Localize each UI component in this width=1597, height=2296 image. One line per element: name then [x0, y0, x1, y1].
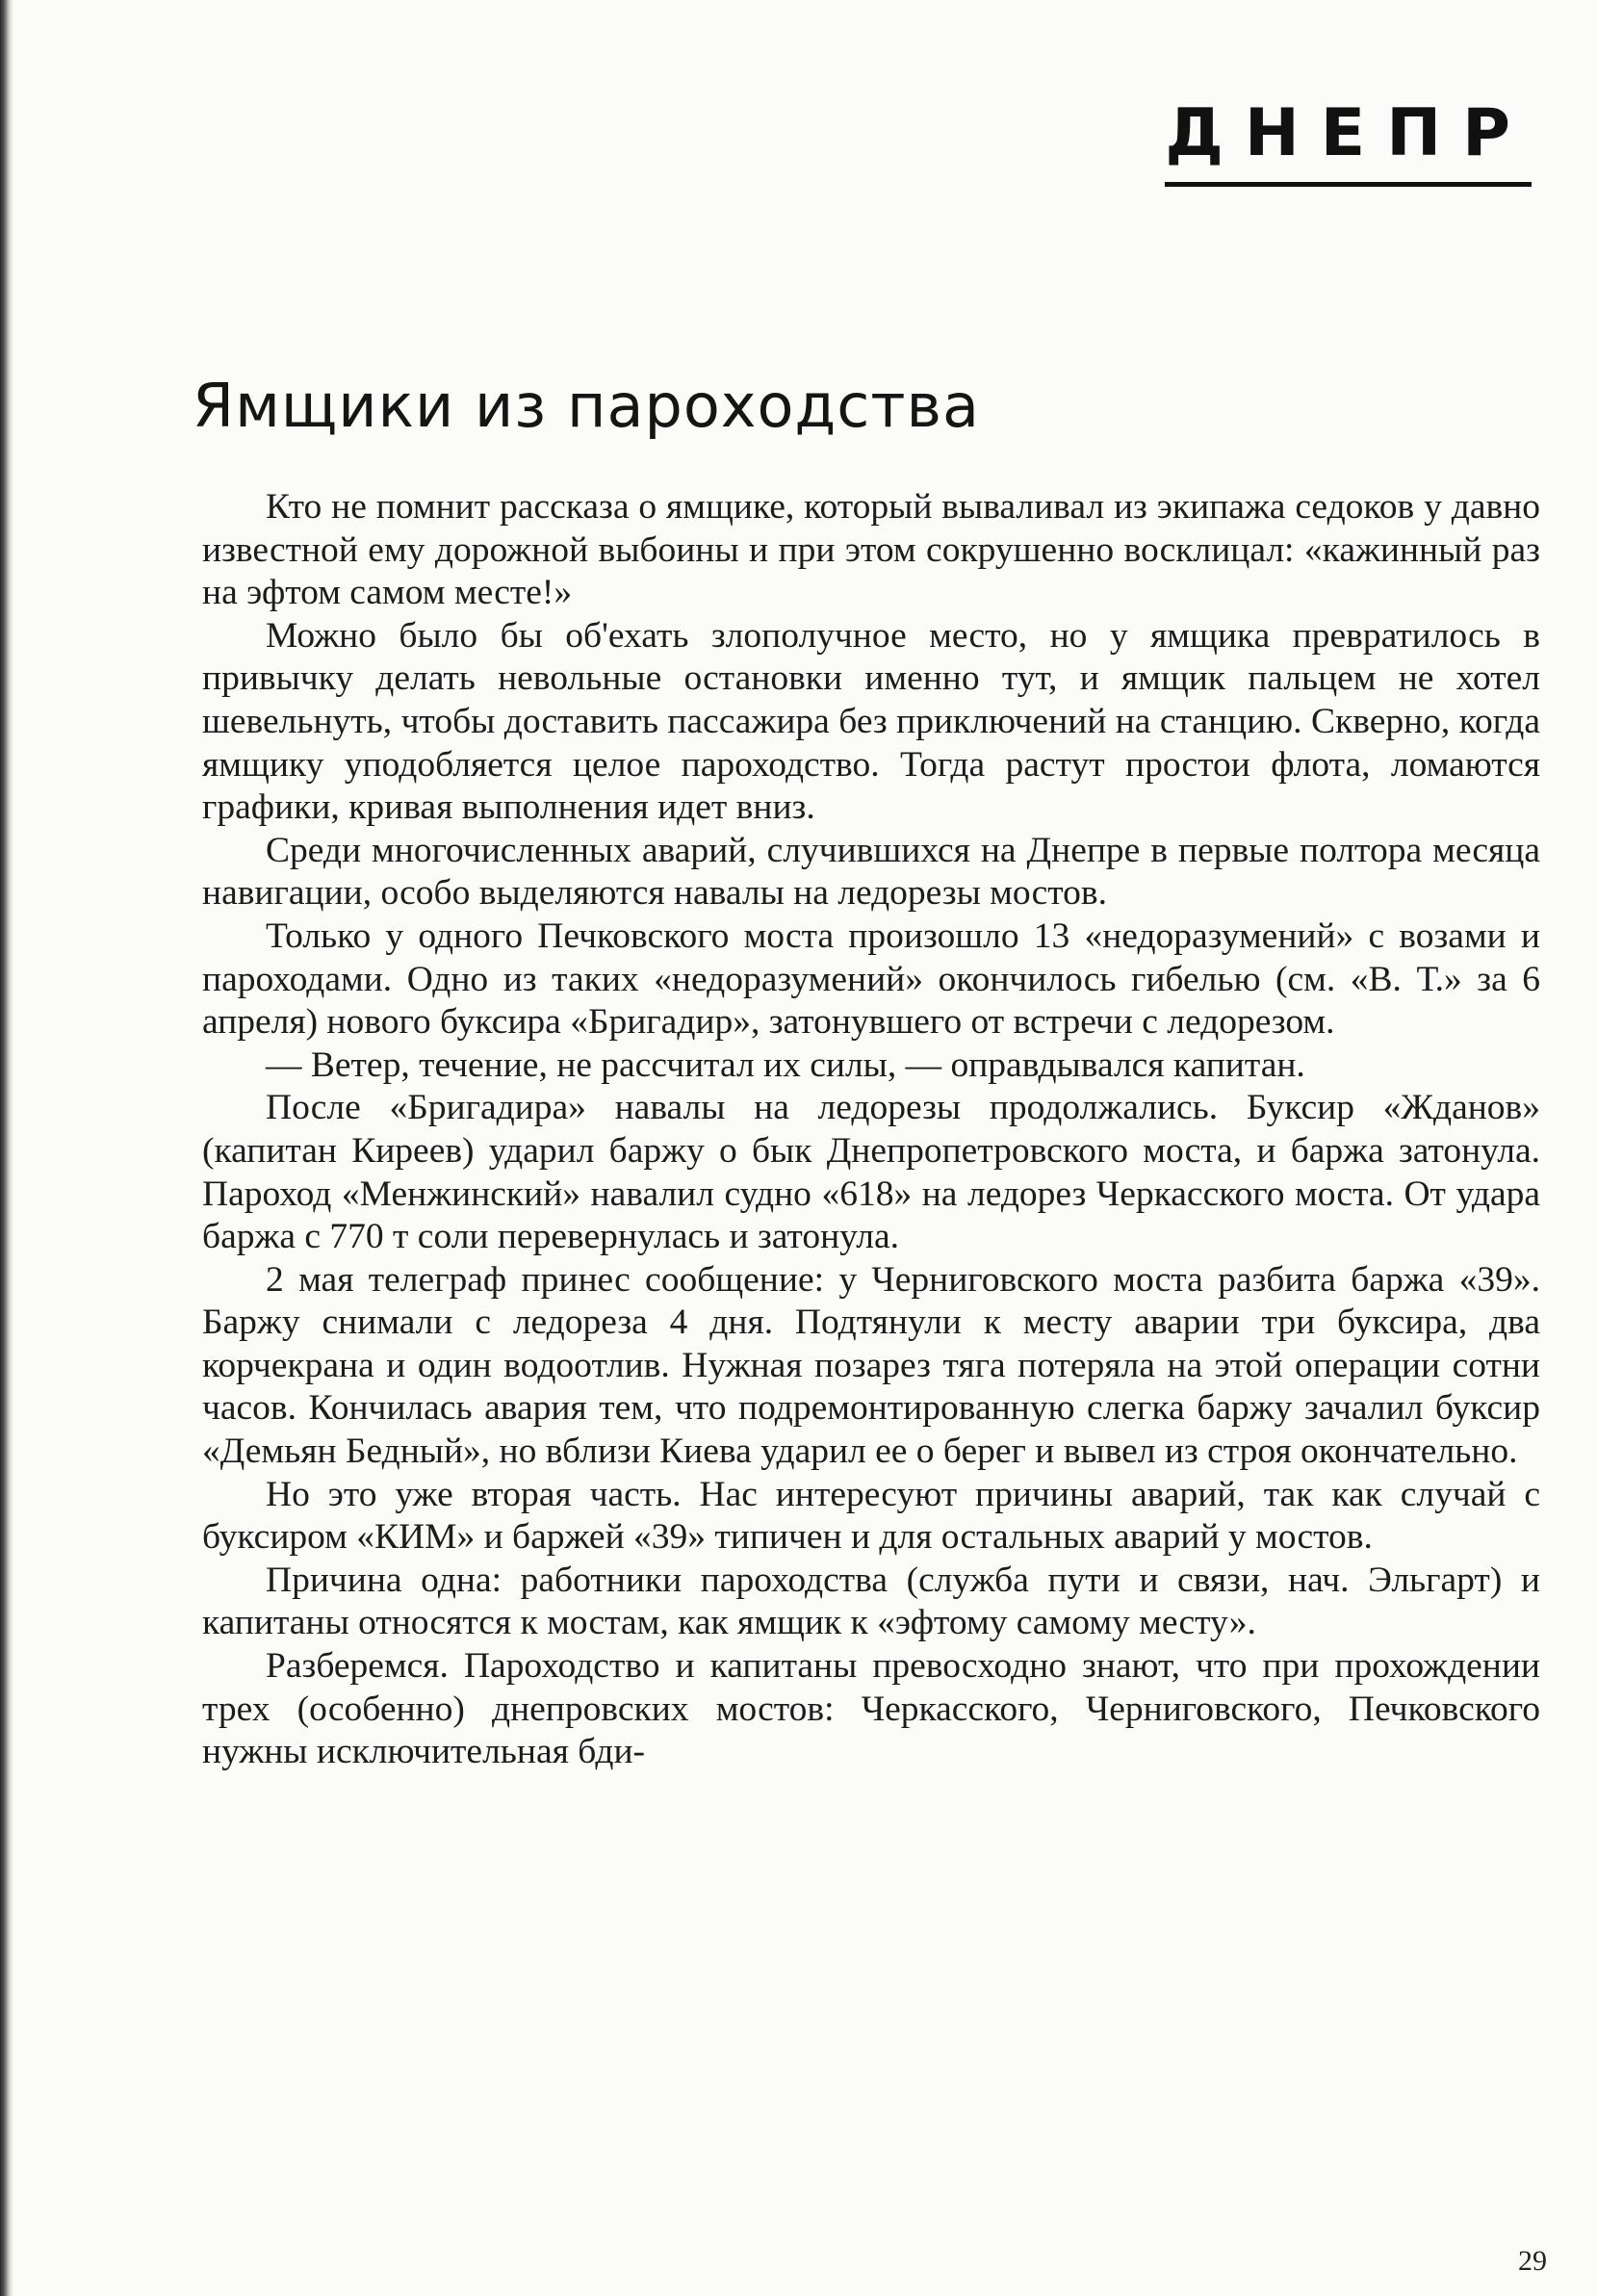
paragraph: Кто не помнит рассказа о ямщике, который вываливал из экипажа седоков у давно известной ему дорожной выбоины и при этом сокрушенно восклицал: «кажинный раз на эфтом самом месте!»	[202, 487, 1540, 613]
article-body	[202, 486, 1540, 1774]
article-title: Ямщики из пароходства	[193, 371, 981, 441]
page-binding-edge	[0, 0, 13, 2296]
paragraph: После «Бригадира» навалы на ледорезы продолжались. Буксир «Жданов» (капитан Киреев) ударил баржу о бык Днепропетровского моста, и баржа затонула. Пароход «Менжинский» навалил судно «618» на ледорез Черкасского моста. От удара баржа с 770 т соли перевернулась и затонула.	[202, 1088, 1540, 1257]
paragraph: — Ветер, течение, не рассчитал их силы, — оправдывался капитан.	[266, 1045, 1305, 1085]
paragraph: Разберемся. Пароходство и капитаны превосходно знают, что при прохождении трех (особенно) днепровских мостов: Черкасского, Черниговского, Печковского нужны исключительная бди-	[202, 1646, 1540, 1772]
paragraph: 2 мая телеграф принес сообщение: у Черниговского моста разбита баржа «39». Баржу снимали с ледореза 4 дня. Подтянули к месту аварии три буксира, два корчекрана и один водоотлив. Нужная позарез тяга потеряла на этой операции сотни часов. Кончилась авария тем, что подремонтированную слегка баржу зачалил буксир «Демьян Бедный», но вблизи Киева ударил ее о берег и вывел из строя окончательно.	[202, 1259, 1540, 1472]
page-number: 29	[1518, 2245, 1547, 2277]
paragraph: Можно было бы об'ехать злополучное место, но у ямщика превратилось в привычку делать невольные остановки именно тут, и ямщик пальцем не хотел шевельнуть, чтобы доставить пассажира без приключений на станцию. Скверно, когда ямщику уподобляется целое пароходство. Тогда растут простои флота, ломаются графики, кривая выполнения идет вниз.	[202, 615, 1540, 828]
paragraph: Среди многочисленных аварий, случившихся на Днепре в первые полтора месяца навигации, особо выделяются навалы на ледорезы мостов.	[202, 830, 1540, 914]
paragraph: Только у одного Печковского моста произошло 13 «недоразумений» с возами и пароходами. Одно из таких «недоразумений» окончилось гибелью (см. «В. Т.» за 6 апреля) нового буксира «Бригадир», затонувшего от встречи с ледорезом.	[202, 916, 1540, 1043]
paragraph: Но это уже вторая часть. Нас интересуют причины аварий, так как случай с буксиром «КИМ» и баржей «39» типичен и для остальных аварий у мостов.	[202, 1474, 1540, 1558]
paragraph: Причина одна: работники пароходства (служба пути и связи, нач. Эльгарт) и капитаны относятся к мостам, как ямщик к «эфтому самому месту».	[202, 1560, 1540, 1643]
section-title: ДНЕПР	[1165, 101, 1532, 187]
